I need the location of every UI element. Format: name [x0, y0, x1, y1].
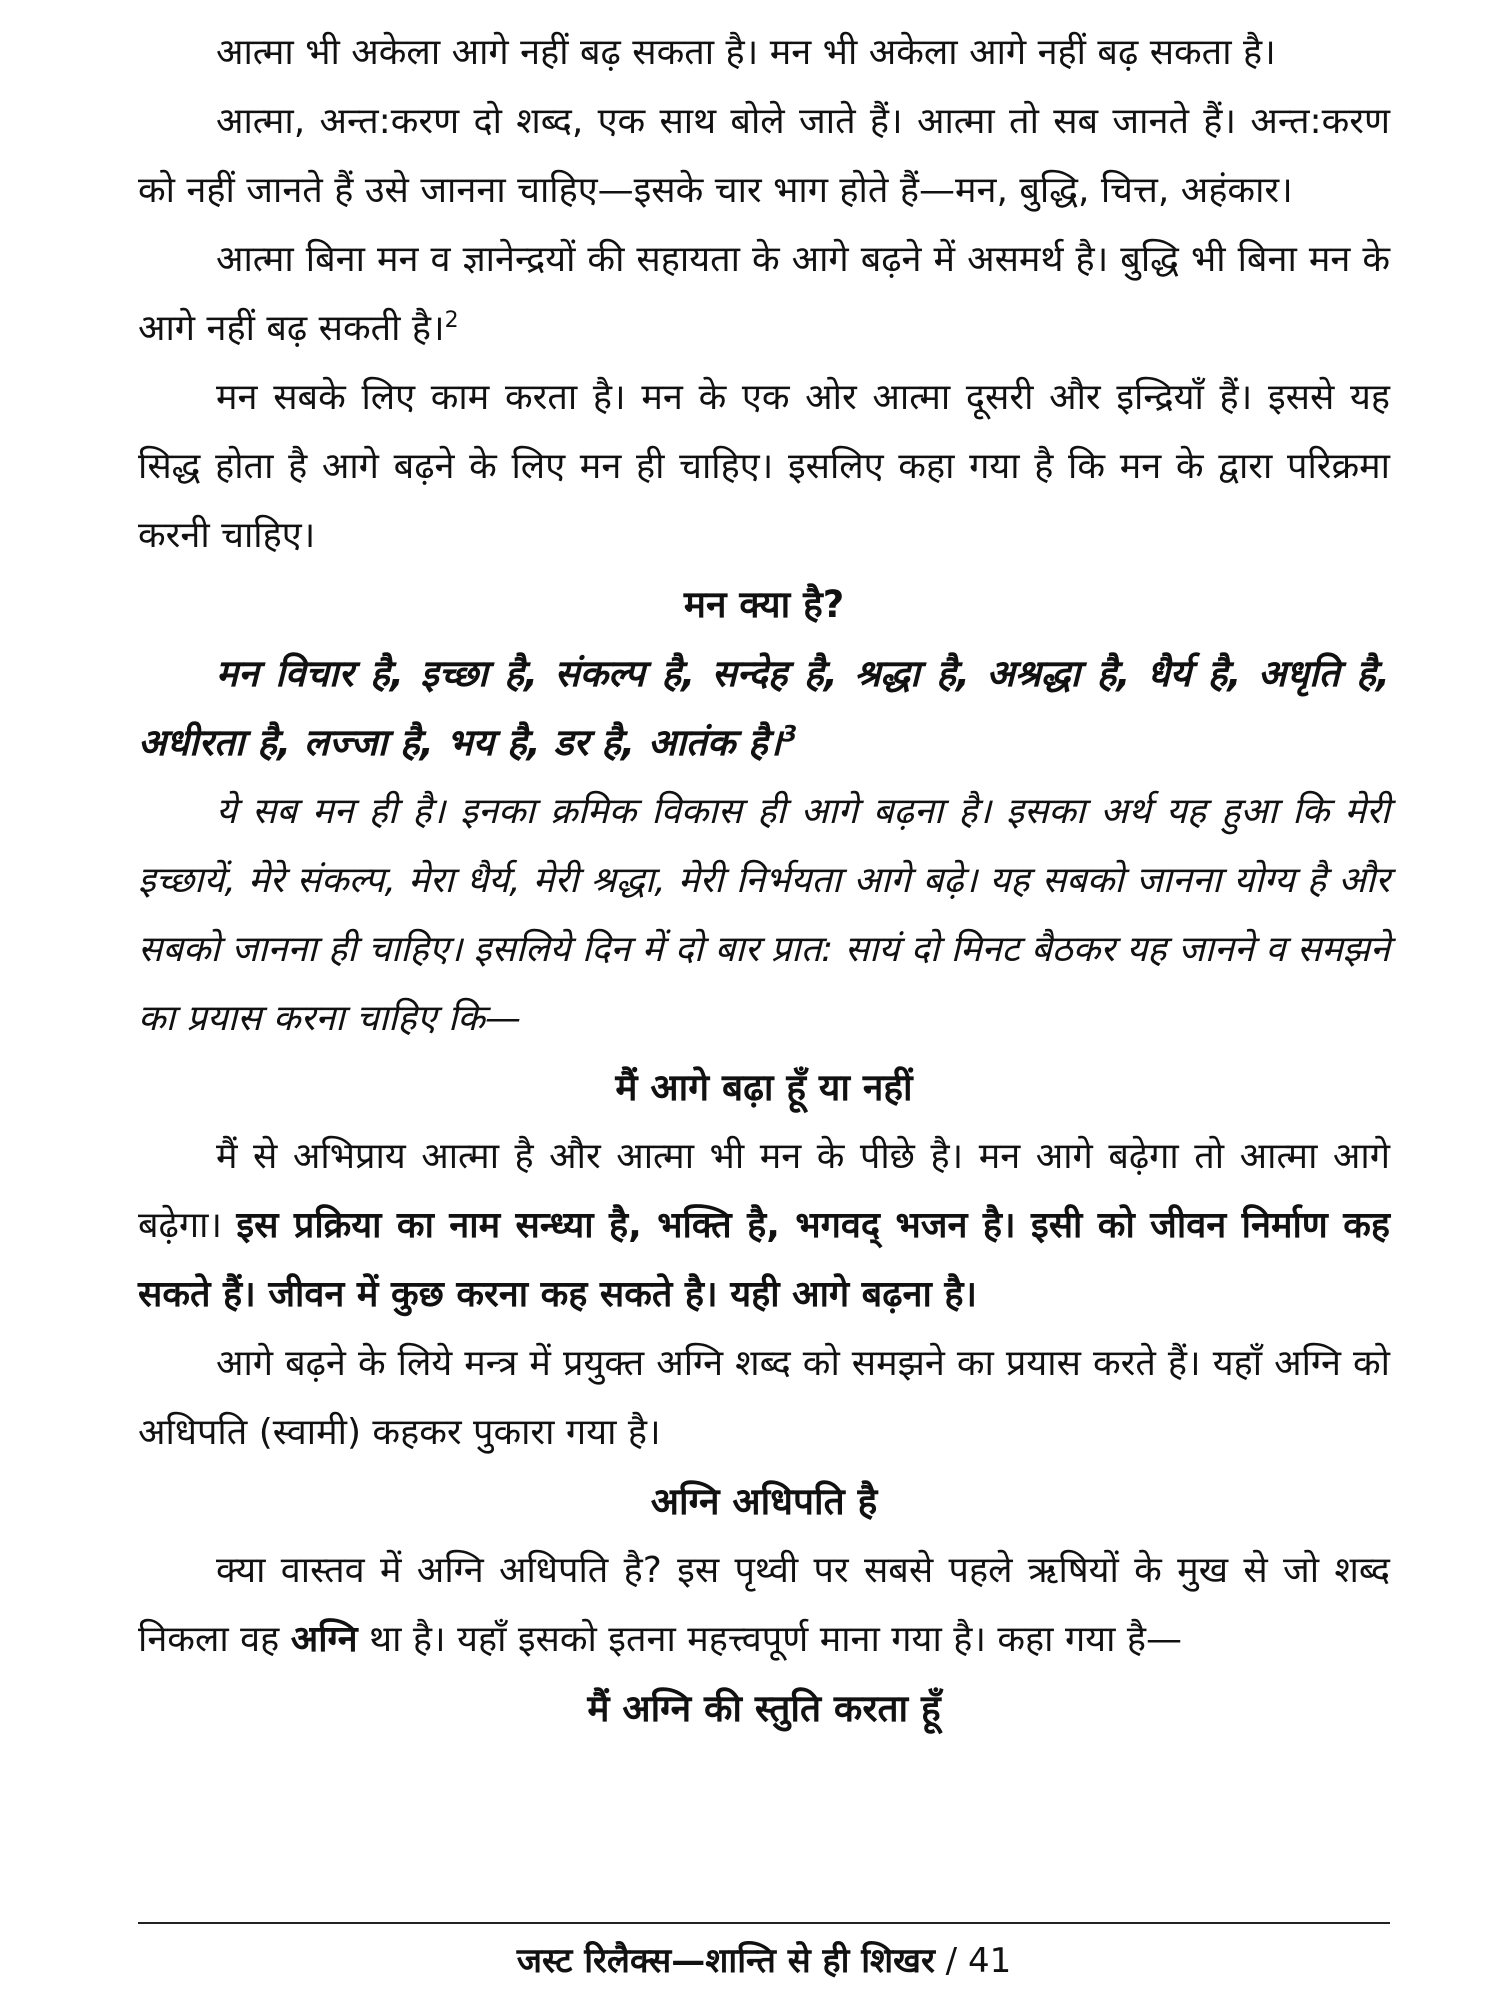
paragraph-8: आगे बढ़ने के लिये मन्त्र में प्रयुक्त अग्नि शब्द को समझने का प्रयास करते हैं। यहाँ अग्नि को अधिपति (स्वामी) कहकर पुकारा गया है।: [138, 1343, 1390, 1453]
paragraph-7-text: मैं से अभिप्राय आत्मा है और आत्मा भी मन के पीछे है। मन आगे बढ़ेगा तो आत्मा आगे बढ़ेगा।: [138, 1136, 1390, 1246]
paragraph-italic: ये सब मन ही है। इनका क्रमिक विकास ही आगे बढ़ना है। इसका अर्थ यह हुआ कि मेरी इच्छायें, मेरे संकल्प, मेरा धैर्य, मेरी श्रद्धा, मेरी निर्भयता आगे बढ़े। यह सबको जानना योग्य है और सबको जानना ही चाहिए। इसलिये दिन में दो बार प्रात: सायं दो मिनट बैठकर यह जानने व समझने का प्रयास करना चाहिए कि—: [138, 791, 1390, 1039]
section-heading-have-i-progressed: मैं आगे बढ़ा हूँ या नहीं: [615, 1066, 913, 1109]
footer-separator: /: [934, 1941, 968, 1981]
section-heading-what-is-mind: मन क्या है?: [683, 583, 845, 626]
paragraph-9: [138, 1536, 1390, 1674]
paragraph-7: [138, 1122, 1390, 1329]
definition-text: मन विचार है, इच्छा है, संकल्प है, सन्देह है, श्रद्धा है, अश्रद्धा है, धैर्य है, अधृति है, अधीरता है, लज्जा है, भय है, डर है, आतंक है।: [138, 652, 1390, 764]
paragraph-9-start: क्या वास्तव में अग्नि अधिपति है? इस पृथ्वी पर सबसे पहले ऋषियों के मुख से जो शब्द निकला वह: [138, 1550, 1390, 1660]
footnote-ref-3: 3: [781, 722, 798, 748]
page-footer: [138, 1936, 1390, 1986]
section-heading-agni-praise: मैं अग्नि की स्तुति करता हूँ: [587, 1687, 941, 1730]
paragraph-3-text: आत्मा बिना मन व ज्ञानेन्द्रयों की सहायता के आगे बढ़ने में असमर्थ है। बुद्धि भी बिना मन के आगे नहीं बढ़ सकती है।: [138, 239, 1390, 349]
page-number: 41: [967, 1941, 1012, 1981]
footer-divider: [138, 1922, 1390, 1924]
paragraph-3: [138, 225, 1390, 363]
agni-word: अग्नि: [290, 1619, 358, 1660]
definition-paragraph: [138, 639, 1390, 777]
paragraph-4: मन सबके लिए काम करता है। मन के एक ओर आत्मा दूसरी और इन्द्रियाँ हैं। इससे यह सिद्ध होता है आगे बढ़ने के लिए मन ही चाहिए। इसलिए कहा गया है कि मन के द्वारा परिक्रमा करनी चाहिए।: [138, 377, 1390, 556]
book-title: जस्ट रिलैक्स—शान्ति से ही शिखर: [516, 1941, 935, 1981]
page-body: [138, 18, 1390, 1743]
footnote-ref-2: 2: [444, 308, 459, 333]
paragraph-9-end: था है। यहाँ इसको इतना महत्त्वपूर्ण माना गया है। कहा गया है—: [369, 1619, 1182, 1660]
paragraph-2: आत्मा, अन्त:करण दो शब्द, एक साथ बोले जाते हैं। आत्मा तो सब जानते हैं। अन्त:करण को नहीं जानते हैं उसे जानना चाहिए—इसके चार भाग होते हैं—मन, बुद्धि, चित्त, अहंकार।: [138, 101, 1390, 211]
section-heading-agni-adhipati: अग्नि अधिपति है: [650, 1480, 878, 1523]
paragraph-7-bold: इस प्रक्रिया का नाम सन्ध्या है, भक्ति है, भगवद् भजन है। इसी को जीवन निर्माण कह सकते हैं। जीवन में कुछ करना कह सकते है। यही आगे बढ़ना है।: [138, 1205, 1391, 1315]
paragraph-1: आत्मा भी अकेला आगे नहीं बढ़ सकता है। मन भी अकेला आगे नहीं बढ़ सकता है।: [216, 32, 1276, 73]
